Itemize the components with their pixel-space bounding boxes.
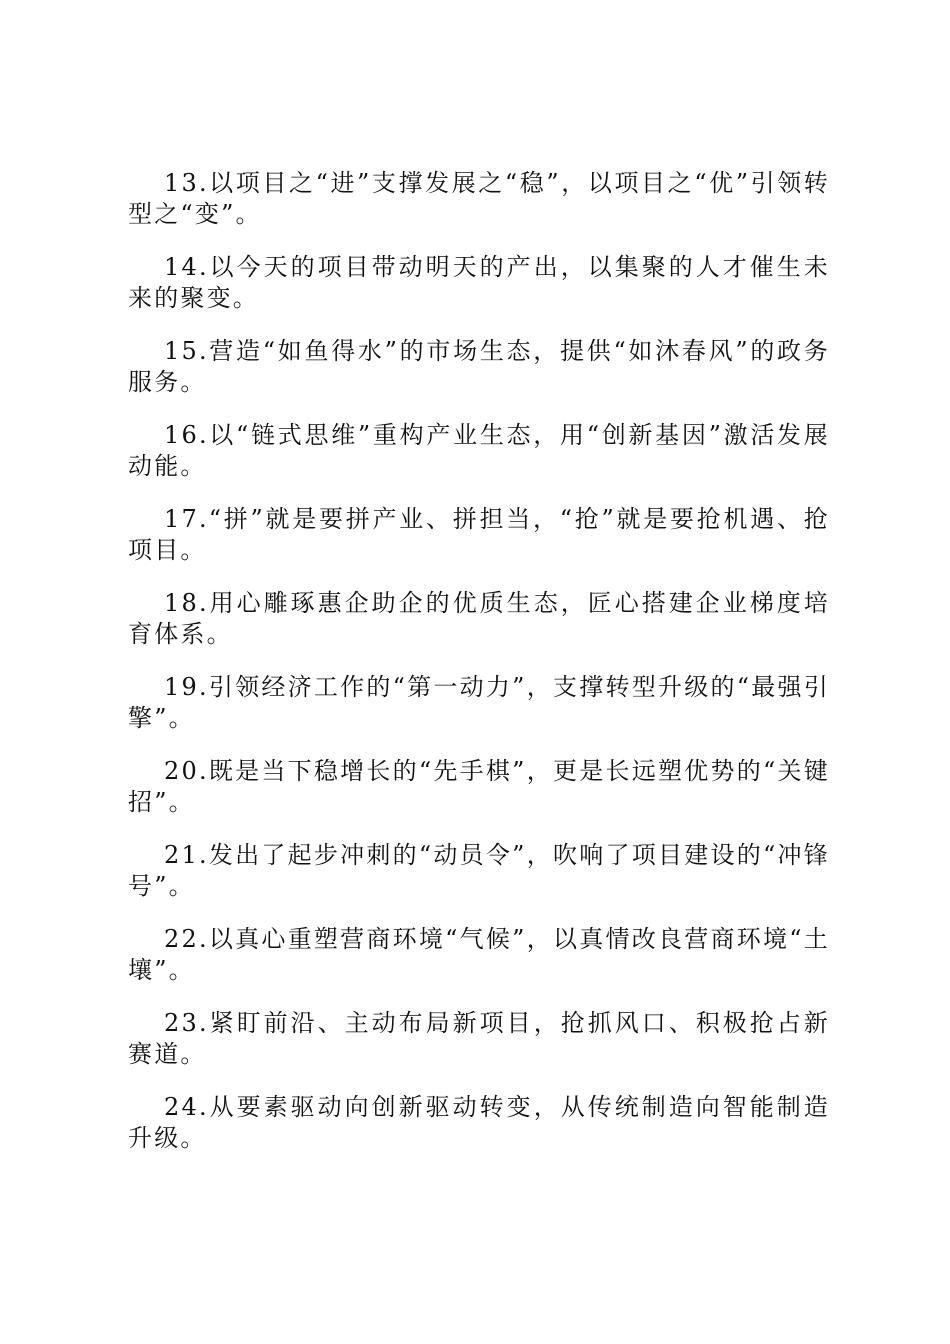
slogan-item-23: 23.紧盯前沿、主动布局新项目，抢抓风口、积极抢占新赛道。 (128, 1009, 830, 1068)
slogan-item-13: 13.以项目之“进”支撑发展之“稳”，以项目之“优”引领转型之“变”。 (128, 169, 830, 228)
slogan-item-24: 24.从要素驱动向创新驱动转变，从传统制造向智能制造升级。 (128, 1093, 830, 1152)
slogan-item-15: 15.营造“如鱼得水”的市场生态，提供“如沐春风”的政务服务。 (128, 337, 830, 396)
slogan-item-22: 22.以真心重塑营商环境“气候”，以真情改良营商环境“土壤”。 (128, 925, 830, 984)
slogan-item-18: 18.用心雕琢惠企助企的优质生态，匠心搭建企业梯度培育体系。 (128, 589, 830, 648)
slogan-item-16: 16.以“链式思维”重构产业生态，用“创新基因”激活发展动能。 (128, 421, 830, 480)
slogan-item-17: 17.“拼”就是要拼产业、拼担当，“抢”就是要抢机遇、抢项目。 (128, 505, 830, 564)
slogan-list (128, 168, 830, 1176)
slogan-item-14: 14.以今天的项目带动明天的产出，以集聚的人才催生未来的聚变。 (128, 253, 830, 312)
slogan-item-21: 21.发出了起步冲刺的“动员令”，吹响了项目建设的“冲锋号”。 (128, 841, 830, 900)
slogan-item-20: 20.既是当下稳增长的“先手棋”，更是长远塑优势的“关键招”。 (128, 757, 830, 816)
slogan-item-19: 19.引领经济工作的“第一动力”，支撑转型升级的“最强引擎”。 (128, 673, 830, 732)
